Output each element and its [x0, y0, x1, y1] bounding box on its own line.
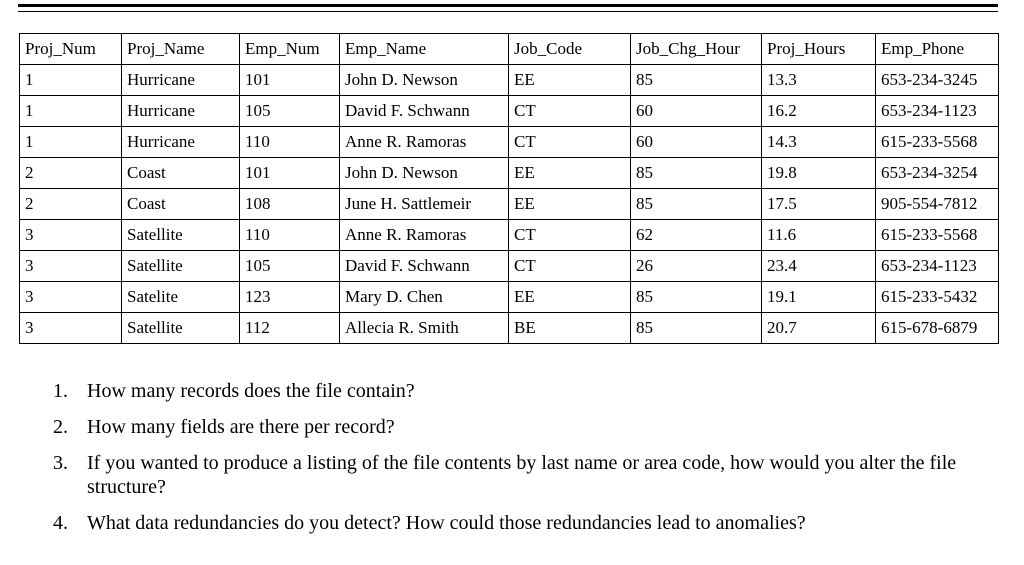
column-header: Emp_Phone: [876, 34, 999, 65]
table-cell: Coast: [122, 158, 240, 189]
table-cell: 123: [240, 282, 340, 313]
table-cell: 13.3: [762, 65, 876, 96]
table-cell: 26: [631, 251, 762, 282]
table-cell: CT: [509, 251, 631, 282]
table-body: [20, 65, 999, 344]
question-text: What data redundancies do you detect? How could those redundancies lead to anomalies?: [87, 512, 806, 534]
table-cell: CT: [509, 220, 631, 251]
table-cell: 615-233-5568: [876, 220, 999, 251]
column-header: Job_Chg_Hour: [631, 34, 762, 65]
table-cell: David F. Schwann: [340, 251, 509, 282]
table-cell: 653-234-1123: [876, 96, 999, 127]
table-cell: 11.6: [762, 220, 876, 251]
table-cell: 1: [20, 65, 122, 96]
table-cell: Satellite: [122, 251, 240, 282]
column-header: Emp_Name: [340, 34, 509, 65]
table-cell: 16.2: [762, 96, 876, 127]
table-row: [20, 189, 999, 220]
table-cell: 2: [20, 189, 122, 220]
table-cell: 17.5: [762, 189, 876, 220]
table-cell: 85: [631, 282, 762, 313]
top-double-rule-thin: [18, 11, 998, 12]
question-item: [53, 379, 1003, 403]
table-cell: Allecia R. Smith: [340, 313, 509, 344]
table-cell: 60: [631, 127, 762, 158]
table-cell: 1: [20, 96, 122, 127]
table-cell: BE: [509, 313, 631, 344]
table-cell: 101: [240, 65, 340, 96]
table-cell: 2: [20, 158, 122, 189]
table-cell: 3: [20, 251, 122, 282]
table-row: [20, 65, 999, 96]
table-cell: Hurricane: [122, 65, 240, 96]
question-text: How many records does the file contain?: [87, 380, 415, 402]
column-header: Proj_Num: [20, 34, 122, 65]
table-cell: John D. Newson: [340, 158, 509, 189]
table-cell: 85: [631, 313, 762, 344]
project-employee-table: [19, 33, 999, 344]
table-cell: 108: [240, 189, 340, 220]
table-cell: Satelite: [122, 282, 240, 313]
table-cell: Satellite: [122, 313, 240, 344]
question-item: [53, 415, 1003, 439]
question-list: [53, 379, 1003, 547]
table-cell: John D. Newson: [340, 65, 509, 96]
table-cell: 653-234-3254: [876, 158, 999, 189]
table-cell: 653-234-1123: [876, 251, 999, 282]
table-cell: 615-233-5432: [876, 282, 999, 313]
column-header: Job_Code: [509, 34, 631, 65]
column-header: Proj_Name: [122, 34, 240, 65]
table-row: [20, 313, 999, 344]
table-row: [20, 158, 999, 189]
table-cell: 110: [240, 127, 340, 158]
table-cell: CT: [509, 127, 631, 158]
table-row: [20, 282, 999, 313]
table-cell: 3: [20, 313, 122, 344]
table-cell: 60: [631, 96, 762, 127]
question-number: 2.: [53, 416, 68, 438]
table-cell: 905-554-7812: [876, 189, 999, 220]
table-cell: 615-233-5568: [876, 127, 999, 158]
table-cell: EE: [509, 158, 631, 189]
table-cell: CT: [509, 96, 631, 127]
question-number: 1.: [53, 380, 68, 402]
table-header-row: [20, 34, 999, 65]
question-text: How many fields are there per record?: [87, 416, 395, 438]
table-cell: Satellite: [122, 220, 240, 251]
table-cell: June H. Sattlemeir: [340, 189, 509, 220]
table-row: [20, 96, 999, 127]
question-number: 3.: [53, 452, 68, 474]
table-row: [20, 127, 999, 158]
table-cell: 615-678-6879: [876, 313, 999, 344]
table-cell: 110: [240, 220, 340, 251]
table-cell: Anne R. Ramoras: [340, 220, 509, 251]
table-cell: 19.1: [762, 282, 876, 313]
table-cell: 85: [631, 158, 762, 189]
question-number: 4.: [53, 512, 68, 534]
table-cell: Hurricane: [122, 127, 240, 158]
table-row: [20, 251, 999, 282]
column-header: Proj_Hours: [762, 34, 876, 65]
question-item: [53, 511, 1003, 535]
table-cell: David F. Schwann: [340, 96, 509, 127]
table-row: [20, 220, 999, 251]
column-header: Emp_Num: [240, 34, 340, 65]
table-cell: 3: [20, 220, 122, 251]
table-cell: 62: [631, 220, 762, 251]
table-cell: EE: [509, 189, 631, 220]
question-text: If you wanted to produce a listing of the file contents by last name or area code, how would you alter the file structure?: [87, 452, 957, 498]
table-cell: 23.4: [762, 251, 876, 282]
table-cell: Coast: [122, 189, 240, 220]
table-cell: 3: [20, 282, 122, 313]
table-cell: Mary D. Chen: [340, 282, 509, 313]
table-cell: 101: [240, 158, 340, 189]
top-double-rule-thick: [18, 4, 998, 7]
table-cell: 85: [631, 189, 762, 220]
table-cell: 14.3: [762, 127, 876, 158]
table-cell: EE: [509, 65, 631, 96]
table-cell: 85: [631, 65, 762, 96]
question-item: [53, 451, 1003, 499]
table-cell: 653-234-3245: [876, 65, 999, 96]
table-cell: 19.8: [762, 158, 876, 189]
table-cell: Hurricane: [122, 96, 240, 127]
table-cell: 112: [240, 313, 340, 344]
table-cell: 1: [20, 127, 122, 158]
table-cell: Anne R. Ramoras: [340, 127, 509, 158]
table-cell: 20.7: [762, 313, 876, 344]
table-cell: 105: [240, 251, 340, 282]
table-cell: EE: [509, 282, 631, 313]
table-cell: 105: [240, 96, 340, 127]
